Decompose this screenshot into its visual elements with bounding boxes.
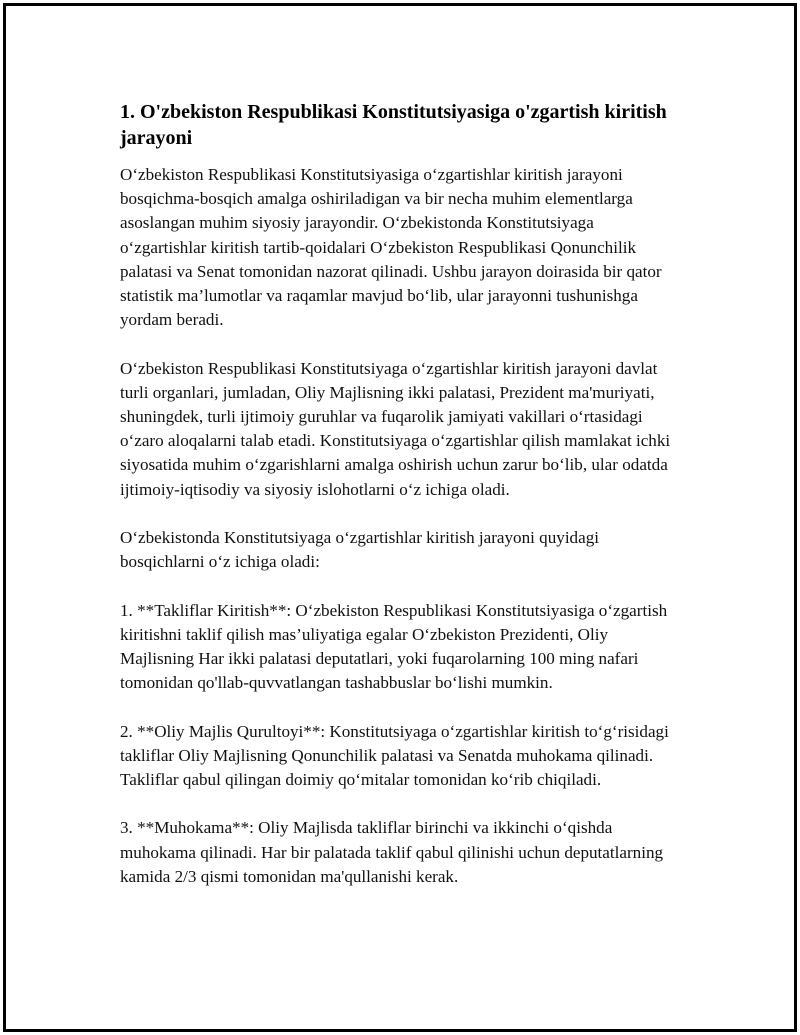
paragraph-intro: O‘zbekiston Respublikasi Konstitutsiyasiga o‘zgartishlar kiritish jarayoni bosqichma-bosqich amalga oshiriladigan va bir necha muhim elementlarga asoslangan muhim siyosiy jarayondir. O‘zbekistonda Konstitutsiyaga o‘zgartishlar kiritish tartib-qoidalari O‘zbekiston Respublikasi Qonunchilik palatasi va Senat tomonidan nazorat qilinadi. Ushbu jarayon doirasida bir qator statistik ma’lumotlar va raqamlar mavjud bo‘lib, ular jarayonni tushunishga yordam beradi. xyxy=(120,165,662,330)
document-body xyxy=(120,99,680,913)
list-item-stage-3: 3. **Muhokama**: Oliy Majlisda takliflar birinchi va ikkinchi o‘qishda muhokama qilinadi. Har bir palatada taklif qabul qilinishi uchun deputatlarning kamida 2/3 qismi tomonidan ma'qullanishi kerak. xyxy=(120,818,664,886)
paragraph-interaction: O‘zbekiston Respublikasi Konstitutsiyaga o‘zgartishlar kiritish jarayoni davlat turli organlari, jumladan, Oliy Majlisning ikki palatasi, Prezident ma'muriyati, shuningdek, turli ijtimoiy guruhlar va fuqarolik jamiyati vakillari o‘rtasidagi o‘zaro aloqalarni talab etadi. Konstitutsiyaga o‘zgartishlar qilish mamlakat ichki siyosatida muhim o‘zgarishlarni amalga oshirish uchun zarur bo‘lib, ular odatda ijtimoiy-iqtisodiy va siyosiy islohotlarni o‘z ichiga oladi. xyxy=(120,358,671,499)
paragraph-stages-intro: O‘zbekistonda Konstitutsiyaga o‘zgartishlar kiritish jarayoni quyidagi bosqichlarni o‘z ichiga oladi: xyxy=(120,528,599,572)
list-item-stage-2: 2. **Oliy Majlis Qurultoyi**: Konstitutsiyaga o‘zgartishlar kiritish to‘g‘risidagi takliflar Oliy Majlisning Qonunchilik palatasi va Senatda muhokama qilinadi. Takliflar qabul qilingan doimiy qo‘mitalar tomonidan ko‘rib chiqiladi. xyxy=(120,721,669,790)
list-item-stage-1: 1. **Takliflar Kiritish**: O‘zbekiston Respublikasi Konstitutsiyasiga o‘zgartish kiritishni taklif qilish mas’uliyatiga egalar O‘zbekiston Prezidenti, Oliy Majlisning Har ikki palatasi deputatlari, yoki fuqarolarning 100 ming nafari tomonidan qo'llab-quvvatlangan tashabbuslar bo‘lishi mumkin. xyxy=(120,600,668,693)
document-title: 1. O'zbekiston Respublikasi Konstitutsiyasiga o'zgartish kiritish jarayoni xyxy=(120,101,667,149)
page-frame xyxy=(3,3,797,1032)
